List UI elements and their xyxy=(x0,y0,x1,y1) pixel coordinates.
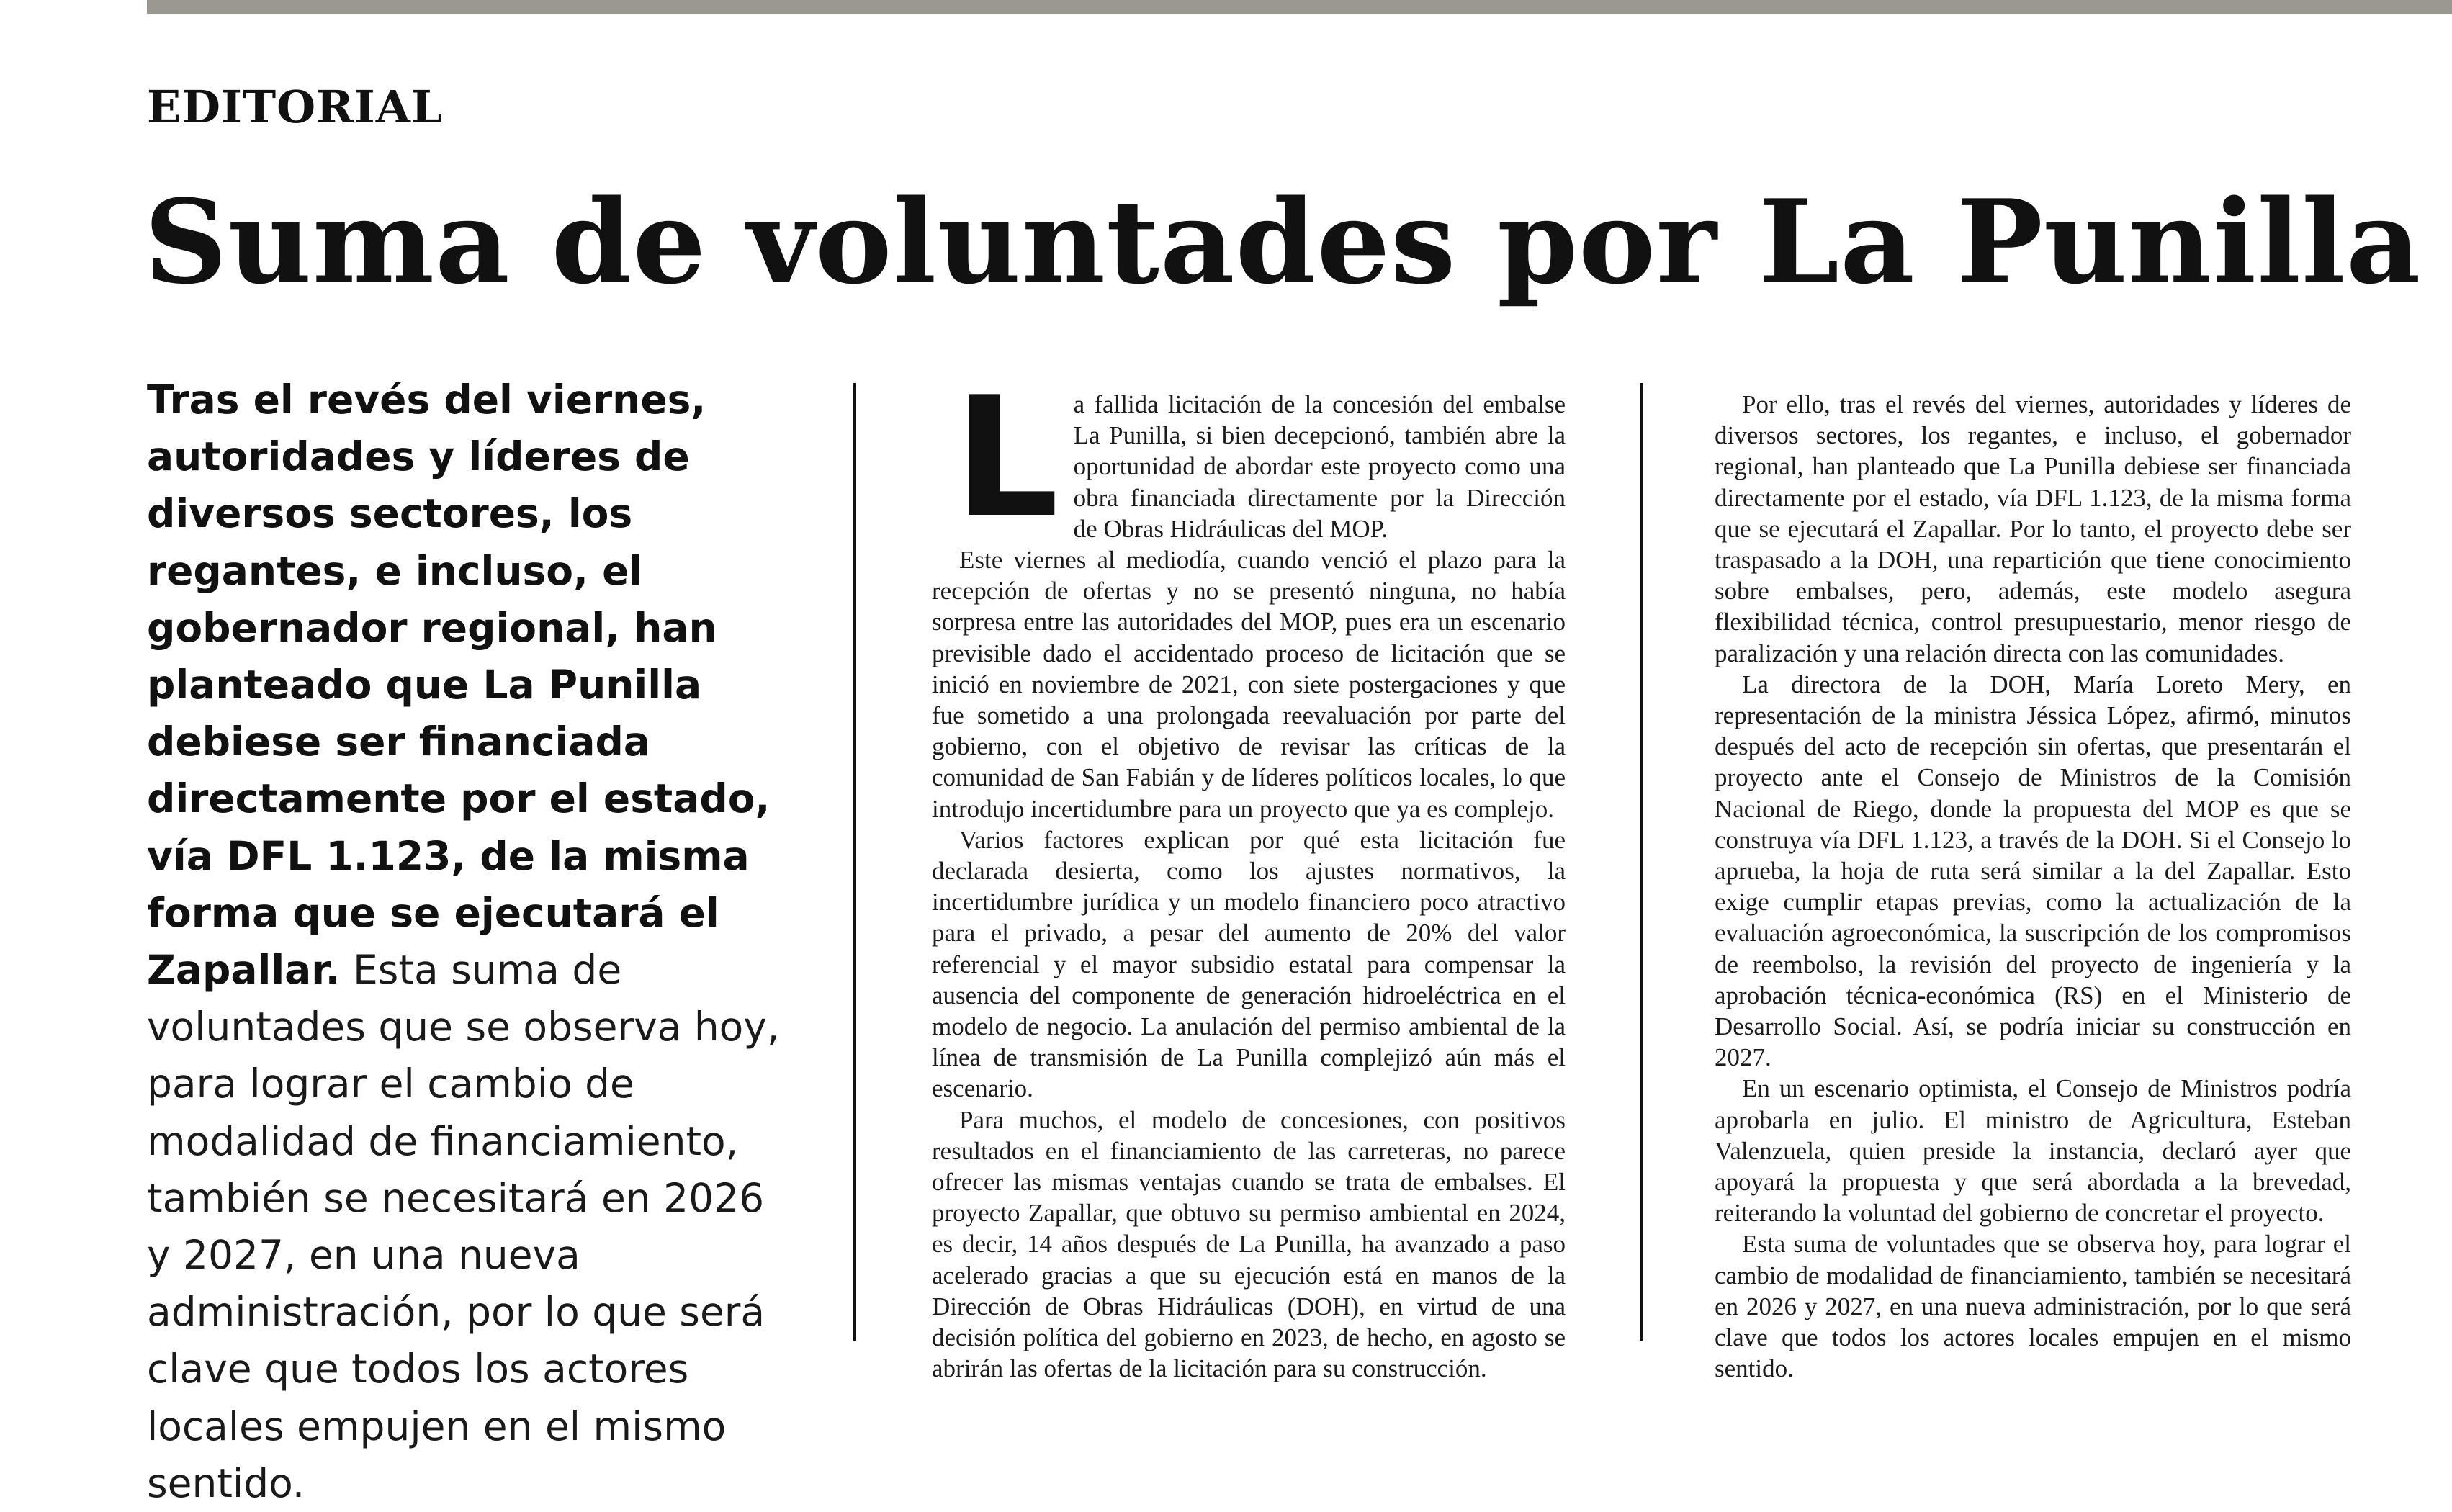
lede xyxy=(147,372,795,1512)
section-label: EDITORIAL xyxy=(147,81,444,133)
dropcap: L xyxy=(953,362,1059,554)
top-rule xyxy=(147,0,2452,14)
paragraph: Esta suma de voluntades que se observa hoy, para lograr el cambio de modalidad de financiamiento, también se necesitará en 2026 y 2027, en una nueva administración, por lo que será clave que todos los actores locales empujen en el mismo sentido. xyxy=(1715,1230,2351,1383)
paragraph: En un escenario optimista, el Consejo de Ministros podría aprobarla en julio. El ministro de Agricultura, Esteban Valenzuela, quien preside la instancia, declaró ayer que apoyará la propuesta y que será abordada a la brevedad, reiterando la voluntad del gobierno de concretar el proyecto. xyxy=(1715,1074,2351,1228)
column-rule-2 xyxy=(1640,383,1643,1341)
body-column-2 xyxy=(932,362,1566,1385)
paragraph: Este viernes al mediodía, cuando venció el plazo para la recepción de ofertas y no se presentó ninguna, no había sorpresa entre las autoridades del MOP, pues era un escenario previsible dado el accidentado proceso de licitación que se inició en noviembre de 2021, con siete postergaciones y que fue sometido a una prolongada reevaluación por parte del gobierno, con el objetivo de revisar las críticas de la comunidad de San Fabián y de líderes políticos locales, lo que introdujo incertidumbre para un proyecto que ya es complejo. xyxy=(932,546,1566,823)
lede-regular: Esta suma de voluntades que se observa hoy, para lograr el cambio de modalidad de financiamiento, también se necesitará en 2026 y 2027, en una nueva administración, por lo que será clave que todos los actores locales empujen en el mismo sentido. xyxy=(147,947,780,1506)
headline: Suma de voluntades por La Punilla xyxy=(144,174,2422,310)
column-rule-1 xyxy=(853,383,856,1341)
paragraph: Para muchos, el modelo de concesiones, con positivos resultados en el financiamiento de las carreteras, no parece ofrecer las mismas ventajas cuando se trata de embalses. El proyecto Zapallar, que obtuvo su permiso ambiental en 2024, es decir, 14 años después de La Punilla, ha avanzado a paso acelerado gracias a que su ejecución está en manos de la Dirección de Obras Hidráulicas (DOH), en virtud de una decisión política del gobierno en 2023, de hecho, en agosto se abrirán las ofertas de la licitación para su construcción. xyxy=(932,1105,1566,1383)
paragraph: Por ello, tras el revés del viernes, autoridades y líderes de diversos sectores, los regantes, e incluso, el gobernador regional, han planteado que La Punilla debiese ser financiada directamente por el estado, vía DFL 1.123, de la misma forma que se ejecutará el Zapallar. Por lo tanto, el proyecto debe ser traspasado a la DOH, una repartición que tiene conocimiento sobre embalses, pero, además, este modelo asegura flexibilidad técnica, control presupuestario, menor riesgo de paralización y una relación directa con las comunidades. xyxy=(1715,390,2351,667)
lede-bold: Tras el revés del viernes, autoridades y líderes de diversos sectores, los regantes, e incluso, el gobernador regional, han planteado que La Punilla debiese ser financiada directamente por el estado, vía DFL 1.123, de la misma forma que se ejecutará el Zapallar. xyxy=(147,377,771,994)
paragraph-text: a fallida licitación de la concesión del embalse La Punilla, si bien decepcionó, también abre la oportunidad de abordar este proyecto como una obra financiada directamente por la Dirección de Obras Hidráulicas del MOP. xyxy=(1073,390,1566,543)
body-column-3 xyxy=(1715,389,2351,1385)
paragraph: Varios factores explican por qué esta licitación fue declarada desierta, como los ajustes normativos, la incertidumbre jurídica y un modelo financiero poco atractivo para el privado, a pesar del aumento de 20% del valor referencial y el mayor subsidio estatal para compensar la ausencia del componente de generación hidroeléctrica en el modelo de negocio. La anulación del permiso ambiental de la línea de transmisión de La Punilla complejizó aún más el escenario. xyxy=(932,825,1566,1103)
paragraph xyxy=(932,362,1566,554)
paragraph: La directora de la DOH, María Loreto Mery, en representación de la ministra Jéssica López, afirmó, minutos después del acto de recepción sin ofertas, que presentarán el proyecto ante el Consejo de Ministros de la Comisión Nacional de Riego, donde la propuesta del MOP es que se construya vía DFL 1.123, a través de la DOH. Si el Consejo lo aprueba, la hoja de ruta será similar a la del Zapallar. Esto exige cumplir etapas previas, como la actualización de la evaluación agroeconómica, la suscripción de los compromisos de reembolso, la revisión del proyecto de ingeniería y la aprobación técnica-económica (RS) en el Ministerio de Desarrollo Social. Así, se podría iniciar su construcción en 2027. xyxy=(1715,670,2351,1072)
